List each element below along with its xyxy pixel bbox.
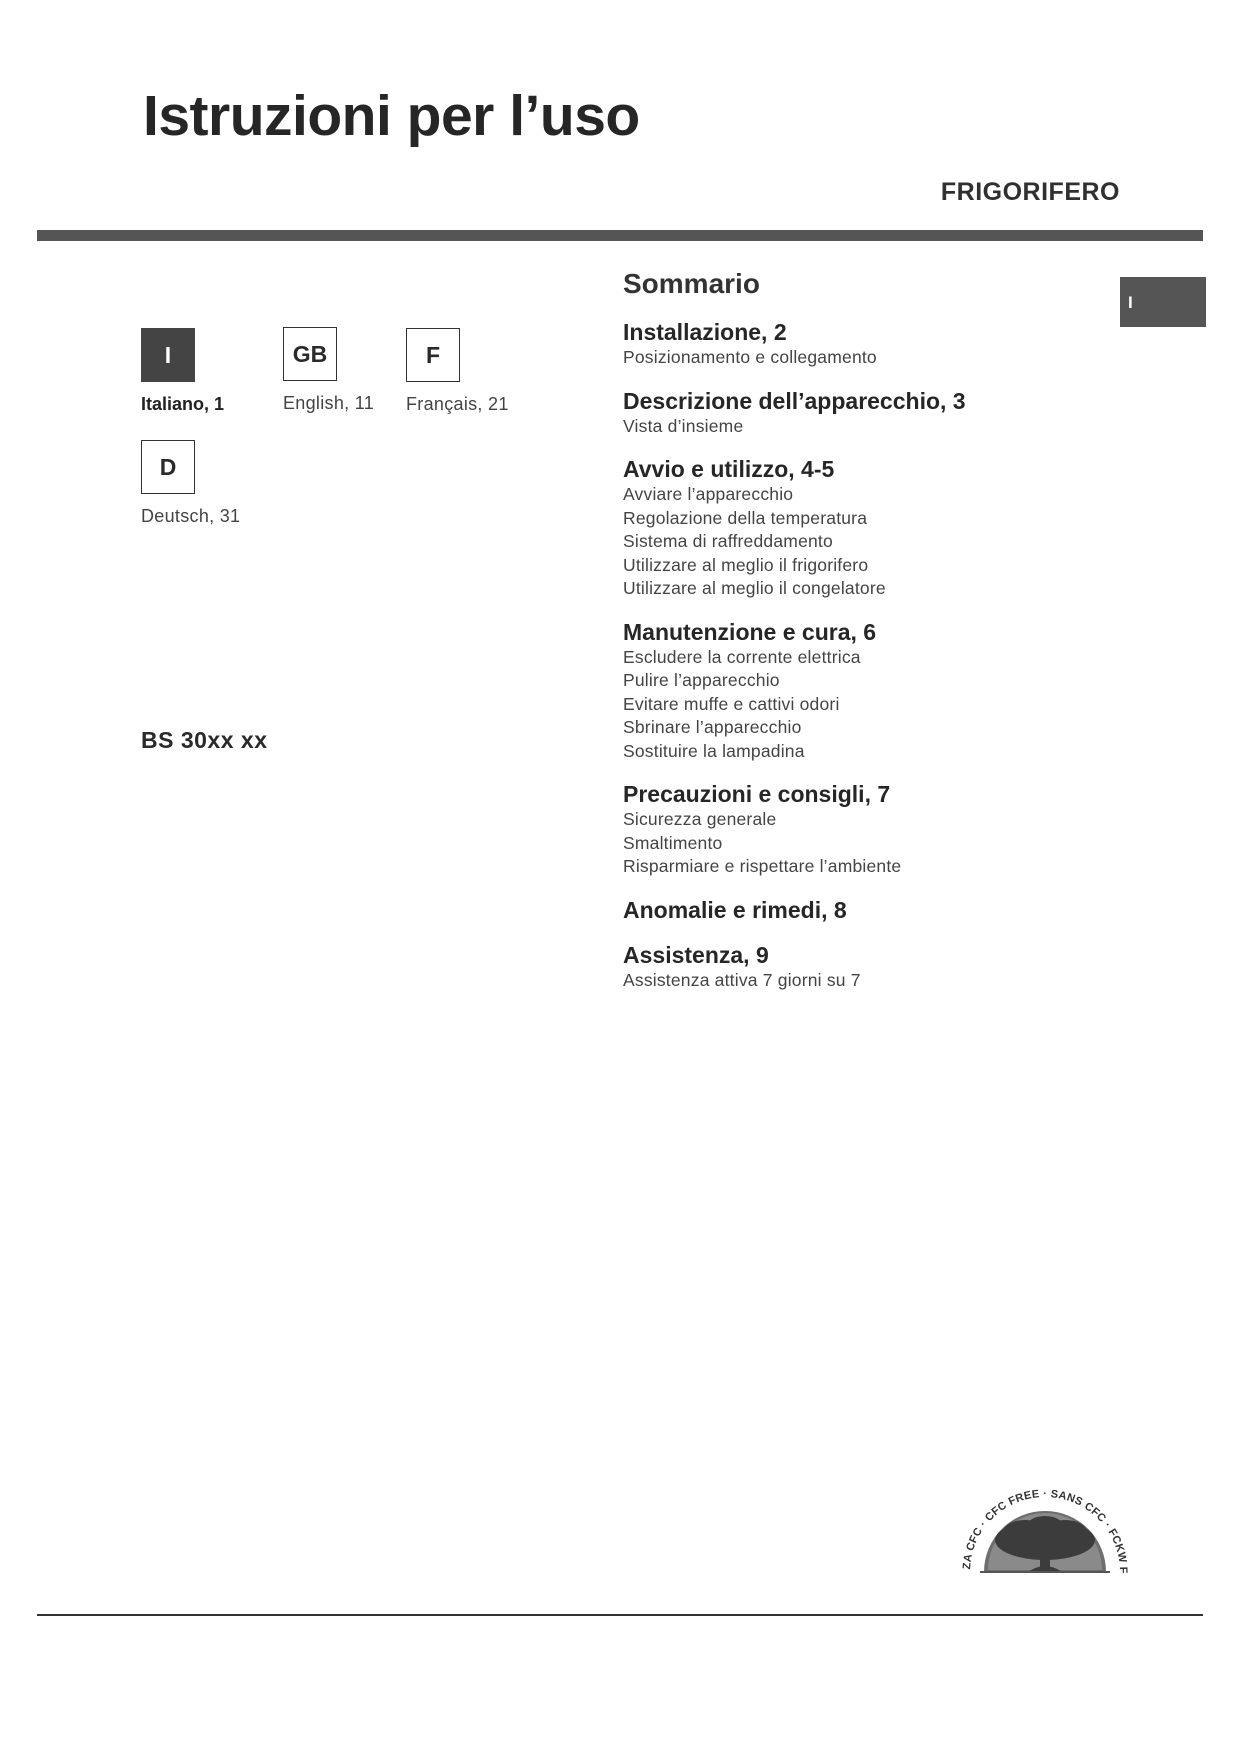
lang-label-english[interactable]: English, 11 [283, 393, 375, 413]
model-number: BS 30xx xx [141, 727, 268, 753]
product-type: FRIGORIFERO [940, 178, 1120, 206]
lang-box-german[interactable]: D [141, 440, 195, 494]
lang-box-english[interactable]: GB [283, 327, 337, 381]
toc-section-title[interactable]: Descrizione dell’apparecchio, 3 [623, 387, 966, 414]
lang-box-french[interactable]: F [406, 328, 460, 382]
tree-icon [958, 1488, 1132, 1578]
toc-section [623, 896, 1123, 924]
toc-section-title[interactable]: Precauzioni e consigli, 7 [623, 781, 891, 807]
lang-label-french[interactable]: Français, 21 [406, 394, 509, 414]
table-of-contents [623, 318, 1123, 1009]
header-divider [37, 230, 1203, 241]
toc-section [623, 780, 1123, 879]
toc-subitem[interactable]: Risparmiare e rispettare l’ambiente [623, 856, 902, 876]
toc-subitem[interactable]: Evitare muffe e cattivi odori [623, 693, 840, 714]
lang-box-italian[interactable]: I [141, 328, 195, 382]
toc-section [623, 455, 1123, 601]
toc-subitem[interactable]: Smaltimento [623, 832, 723, 853]
lang-label-italian[interactable]: Italiano, 1 [141, 394, 225, 414]
language-side-tab: I [1120, 277, 1206, 327]
toc-section-title[interactable]: Installazione, 2 [623, 319, 787, 345]
toc-subitem[interactable]: Sicurezza generale [623, 809, 777, 829]
toc-subitem[interactable]: Regolazione della temperatura [623, 507, 868, 528]
toc-subitem[interactable]: Sostituire la lampadina [623, 740, 805, 761]
toc-section [623, 941, 1123, 993]
toc-section [623, 618, 1123, 764]
toc-subitem[interactable]: Assistenza attiva 7 giorni su 7 [623, 969, 861, 990]
document-title: Istruzioni per l’uso [143, 84, 640, 148]
lang-label-german[interactable]: Deutsch, 31 [141, 506, 241, 526]
footer-divider [37, 1614, 1203, 1616]
toc-subitem[interactable]: Vista d’insieme [623, 415, 744, 436]
toc-section-title[interactable]: Manutenzione e cura, 6 [623, 618, 877, 645]
toc-subitem[interactable]: Avviare l’apparecchio [623, 484, 794, 504]
toc-section-title[interactable]: Avvio e utilizzo, 4-5 [623, 456, 835, 482]
toc-subitem[interactable]: Sbrinare l’apparecchio [623, 717, 802, 737]
toc-section [623, 318, 1123, 370]
toc-heading: Sommario [623, 268, 760, 299]
toc-subitem[interactable]: Pulire l’apparecchio [623, 670, 780, 690]
toc-subitem[interactable]: Posizionamento e collegamento [623, 347, 877, 367]
toc-subitem[interactable]: Sistema di raffreddamento [623, 531, 833, 551]
toc-subitem[interactable]: Utilizzare al meglio il frigorifero [623, 554, 869, 575]
toc-subitem[interactable]: Utilizzare al meglio il congelatore [623, 578, 886, 598]
toc-subitem[interactable]: Escludere la corrente elettrica [623, 646, 861, 667]
toc-section-title[interactable]: Assistenza, 9 [623, 941, 769, 968]
toc-section-title[interactable]: Anomalie e rimedi, 8 [623, 896, 847, 923]
toc-section [623, 387, 1123, 439]
cfc-free-logo [958, 1488, 1132, 1578]
cfc-free-logo-text: ZA CFC · CFC FREE · SANS CFC · FCKW F [960, 1488, 1130, 1574]
